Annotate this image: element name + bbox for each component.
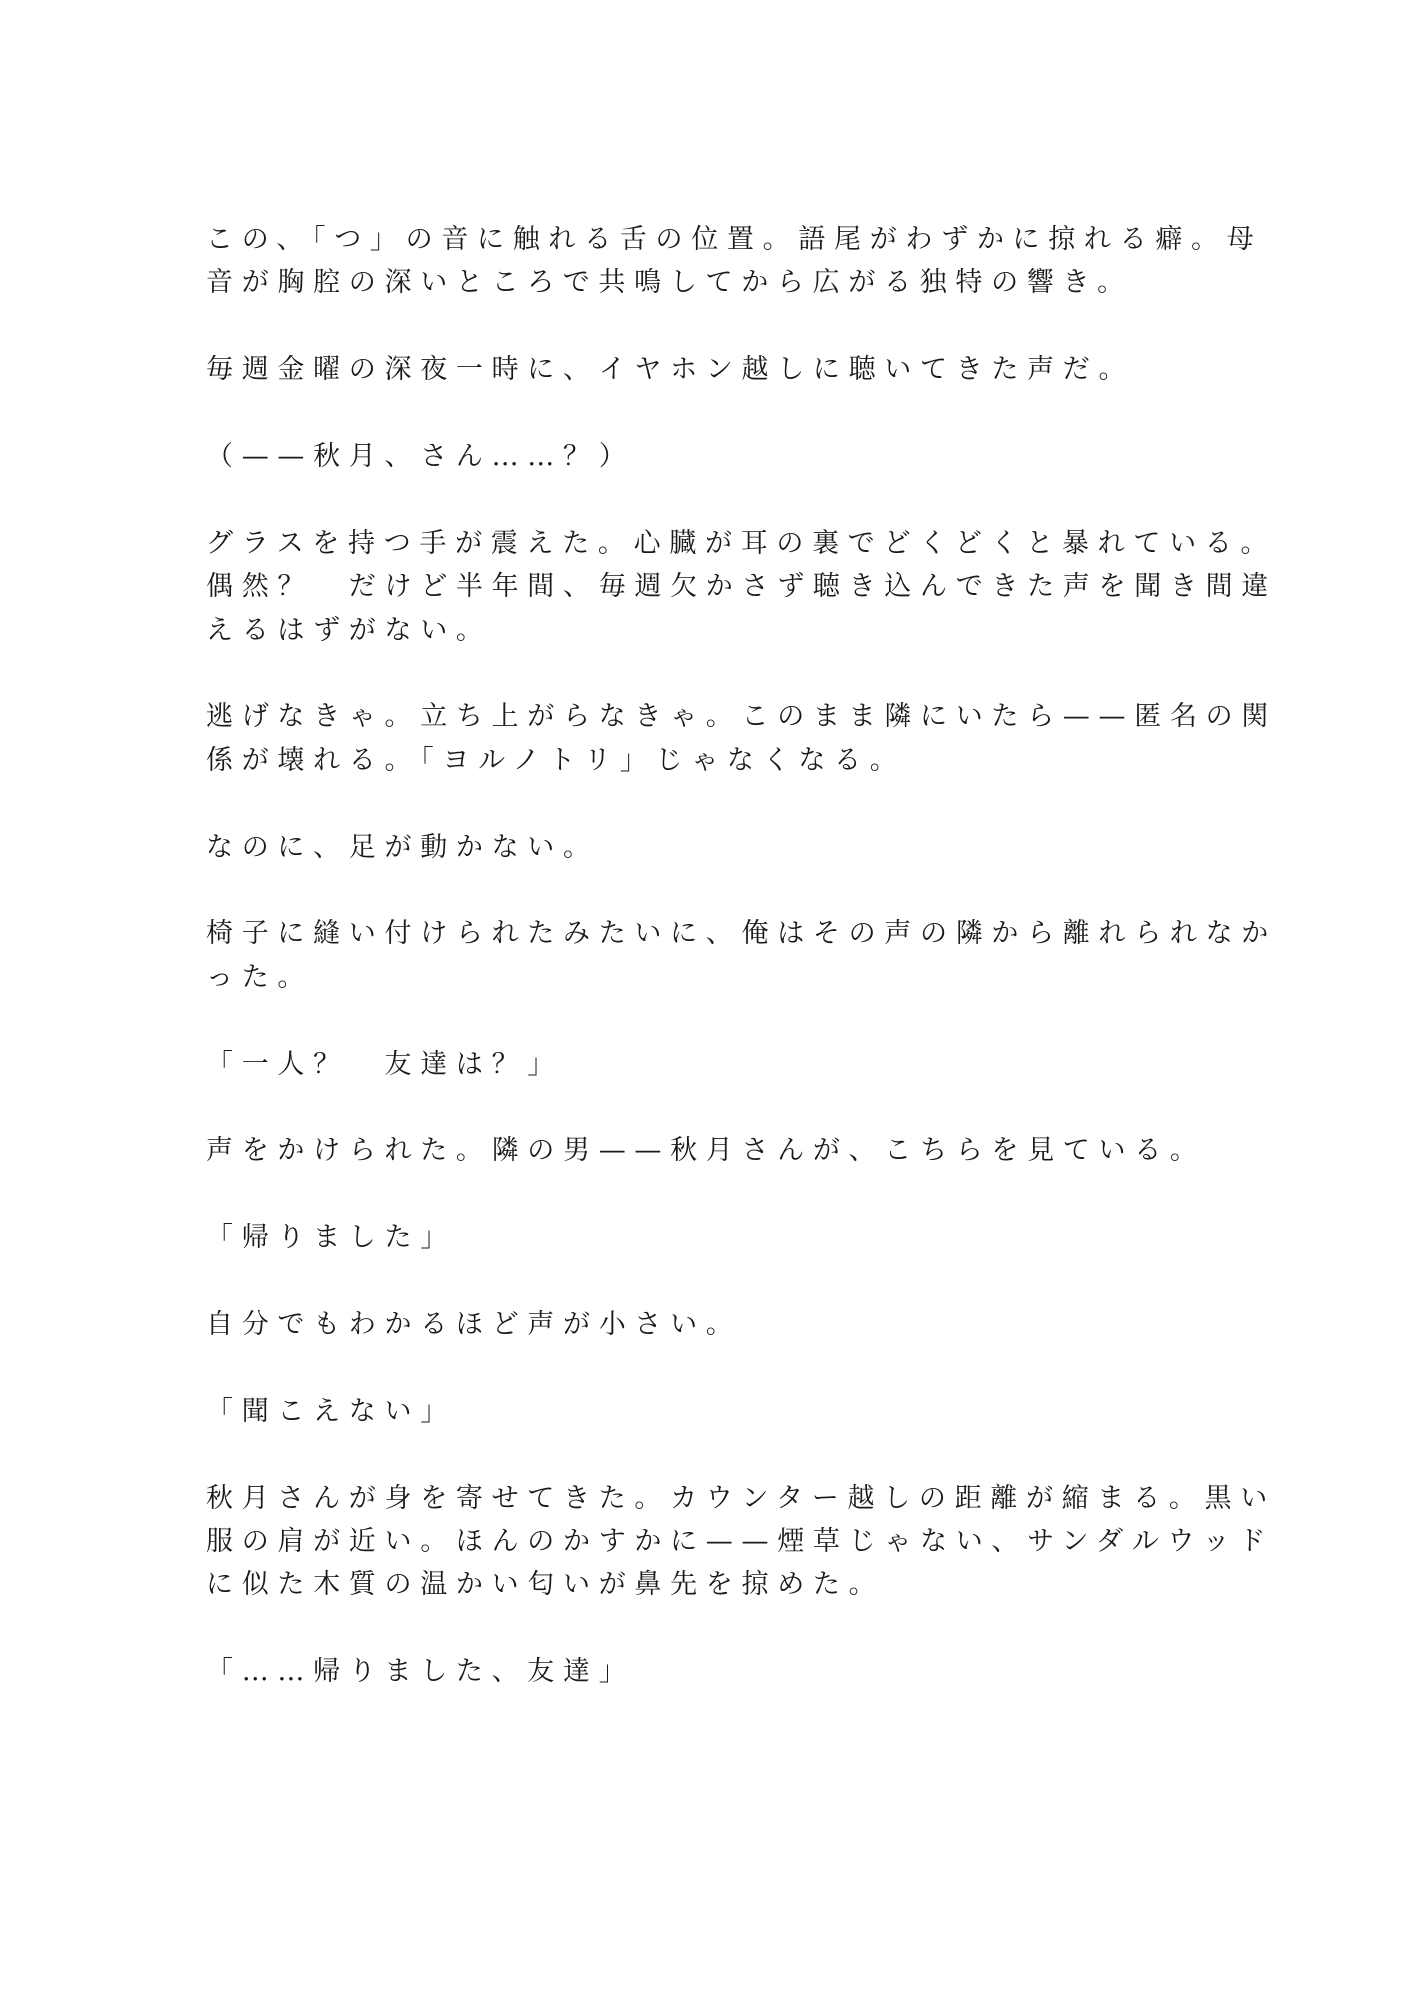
text-line: えるはずがない。 bbox=[206, 614, 492, 646]
paragraph bbox=[206, 348, 1186, 391]
text-line: 「……帰りました、友達」 bbox=[206, 1656, 635, 1688]
text-line: グラスを持つ手が震えた。心臓が耳の裏でどくどくと暴れている。 bbox=[206, 527, 1277, 559]
paragraph bbox=[206, 435, 1186, 478]
document-page bbox=[206, 218, 1277, 1737]
text-line: 秋月さんが身を寄せてきた。カウンター越しの距離が縮まる。黒い bbox=[206, 1482, 1276, 1514]
paragraph bbox=[206, 1216, 1186, 1259]
text-line: 椅子に縫い付けられたみたいに、俺はその声の隣から離れられなか bbox=[206, 918, 1277, 950]
text-line: 自分でもわかるほど声が小さい。 bbox=[206, 1309, 742, 1340]
text-line: 毎週金曜の深夜一時に、イヤホン越しに聴いてきた声だ。 bbox=[206, 354, 1135, 386]
paragraph bbox=[206, 1390, 1186, 1433]
paragraph bbox=[206, 1129, 1206, 1172]
paragraph bbox=[206, 218, 1263, 305]
paragraph bbox=[206, 1650, 1186, 1693]
text-line: 「聞こえない」 bbox=[206, 1395, 456, 1427]
paragraph bbox=[206, 1043, 1186, 1086]
text-line: に似た木質の温かい匂いが鼻先を掠めた。 bbox=[206, 1569, 885, 1601]
text-line: この、「つ」の音に触れる舌の位置。語尾がわずかに掠れる癖。母 bbox=[206, 224, 1263, 255]
text-line: 「一人？ 友達は？」 bbox=[206, 1048, 563, 1080]
text-line: 「帰りました」 bbox=[206, 1222, 456, 1254]
text-line: 音が胸腔の深いところで共鳴してから広がる独特の響き。 bbox=[206, 267, 1133, 299]
paragraph bbox=[206, 1477, 1276, 1607]
text-line: 偶然？ だけど半年間、毎週欠かさず聴き込んできた声を聞き間違 bbox=[206, 571, 1277, 603]
paragraph bbox=[206, 1303, 1186, 1346]
paragraph bbox=[206, 912, 1277, 999]
text-line: 係が壊れる。「ヨルノトリ」じゃなくなる。 bbox=[206, 744, 906, 776]
text-line: 声をかけられた。隣の男——秋月さんが、こちらを見ている。 bbox=[206, 1135, 1206, 1167]
paragraph bbox=[206, 826, 1186, 869]
text-line: （——秋月、さん……？） bbox=[206, 441, 635, 472]
text-line: った。 bbox=[206, 961, 314, 993]
text-line: 逃げなきゃ。立ち上がらなきゃ。このまま隣にいたら——匿名の関 bbox=[206, 701, 1277, 733]
text-line: なのに、足が動かない。 bbox=[206, 831, 599, 863]
paragraph bbox=[206, 695, 1277, 782]
paragraph bbox=[206, 522, 1277, 652]
text-line: 服の肩が近い。ほんのかすかに——煙草じゃない、サンダルウッド bbox=[206, 1526, 1275, 1557]
